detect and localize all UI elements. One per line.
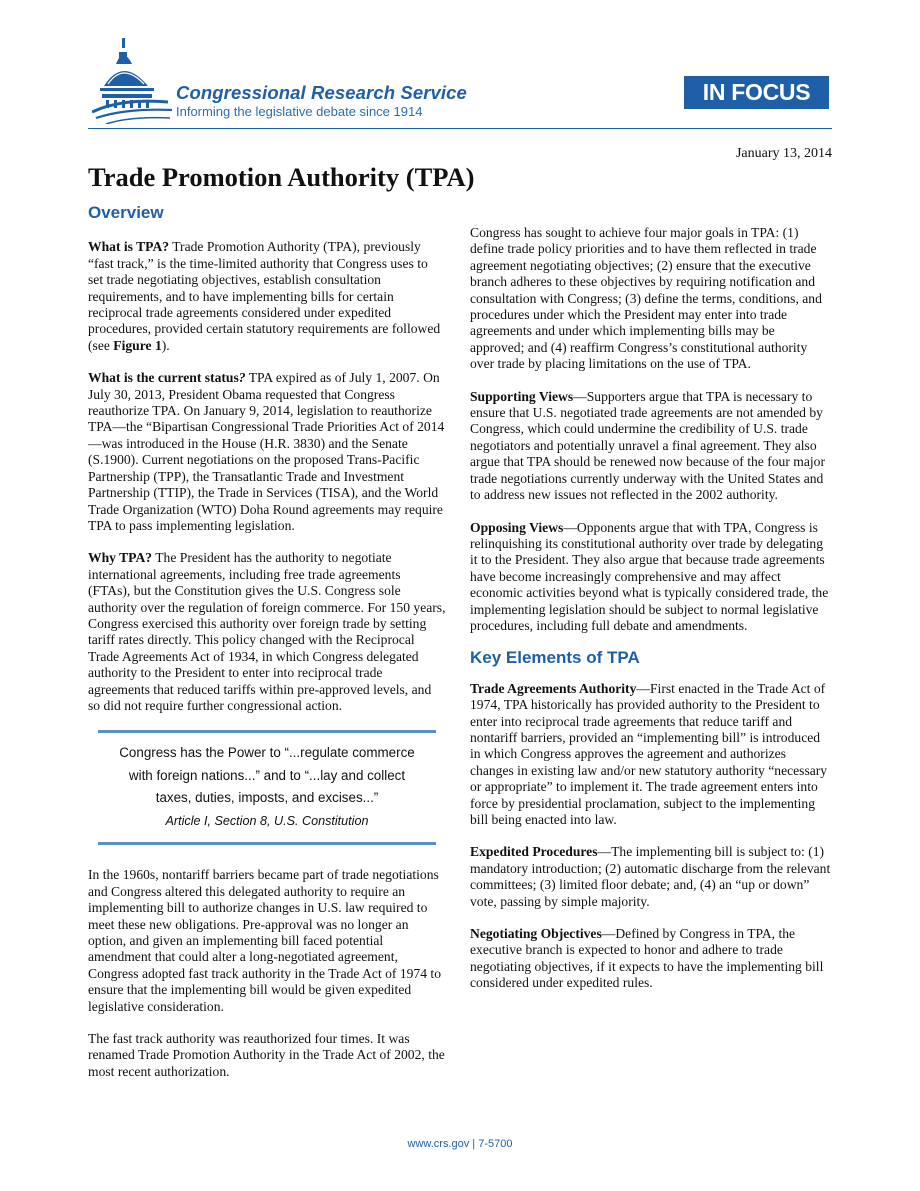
capitol-dome-icon — [92, 38, 174, 124]
publication-date: January 13, 2014 — [735, 146, 832, 161]
what-is-tpa-paragraph — [88, 239, 446, 354]
constitution-quote-box — [98, 730, 436, 845]
org-tagline: Informing the legislative debate since 1914 — [176, 104, 423, 119]
supporting-views-text: —Supporters argue that TPA is necessary to ensure that U.S. negotiated trade agreements are not amended by Congress, which could undermine the credibility of U.S. trade negotiators and potentially unravel a final agreement. They also argue that TPA should be renewed now because of the four major trade negotiations currently underway with the United States and to address new issues not reflected in the 2002 authority. — [470, 388, 825, 503]
why-tpa-text: The President has the authority to negotiate international agreements, including free trade agreements (FTAs), but the Constitution gives the U.S. Congress sole authority over the regulation of foreign commerce. For 150 years, Congress exercised this authority over foreign trade by setting tariff rates directly. This policy changed with the Reciprocal Trade Agreements Act of 1934, in which Congress delegated authority to the President to enter into reciprocal trade agreements that reduced tariffs within pre-approved levels, and so did not require further congressional action. — [88, 550, 446, 713]
what-is-tpa-lead: What is TPA? — [88, 239, 170, 255]
negotiating-objectives-text: —Defined by Congress in TPA, the executive branch is expected to honor and adhere to trade negotiating objectives, if it expects to have the implementing bill considered under expedited rules. — [470, 926, 824, 991]
overview-heading: Overview — [88, 203, 164, 222]
opposing-views-paragraph — [470, 520, 832, 635]
current-status-lead: What is the current status — [88, 370, 239, 386]
negotiating-objectives-paragraph — [470, 926, 832, 992]
in-focus-badge: IN FOCUS — [684, 76, 829, 109]
footer-url[interactable]: www.crs.gov — [407, 1138, 470, 1150]
what-is-tpa-text: Trade Promotion Authority (TPA), previously “fast track,” is the time-limited authority that Congress uses to set trade negotiating objectives, establish consultation requirements, and to have implementing bills for certain reciprocal trade agreements considered under expedited procedures, provided certain statutory requirements are followed (see — [88, 239, 441, 353]
reauthorization-paragraph: The fast track authority was reauthorized four times. It was renamed Trade Promotion Authority in the Trade Act of 2002, the most recent authorization. — [88, 1031, 445, 1079]
page-footer — [0, 1138, 920, 1150]
negotiating-objectives-lead: Negotiating Objectives — [470, 926, 602, 942]
header-divider — [88, 128, 832, 129]
current-status-text: TPA expired as of July 1, 2007. On July 30, 2013, President Obama requested that Congress reauthorize TPA. On January 9, 2014, legislation to reauthorize TPA—the “Bipartisan Congressional Trade Priorities Act of 2014—was introduced in the House (H.R. 3830) and the Senate (S.1900). Current negotiations on the proposed Trans-Pacific Partnership (TPP), the Transatlantic Trade and Investment Partnership (TTIP), the Trade in Services (TISA), and the World Trade Organization (WTO) Doha Round agreements may require TPA to pass implementing legislation. — [88, 370, 445, 533]
opposing-views-lead: Opposing Views — [470, 519, 564, 535]
trade-agreements-authority-paragraph — [470, 681, 832, 829]
org-name: Congressional Research Service — [176, 82, 467, 103]
quote-citation: Article I, Section 8, U.S. Constitution — [165, 813, 369, 828]
expedited-procedures-text: —The implementing bill is subject to: (1) mandatory introduction; (2) automatic discharge from the relevant committees; (3) limited floor debate; and, (4) an “up or down” vote, passing by simple majority. — [470, 844, 831, 909]
why-tpa-lead: Why TPA? — [88, 550, 153, 566]
page-header — [0, 0, 920, 135]
quote-line: taxes, duties, imposts, and excises...” — [155, 790, 379, 806]
what-is-tpa-close: ). — [161, 337, 170, 353]
supporting-views-lead: Supporting Views — [470, 388, 574, 404]
current-status-paragraph — [88, 370, 446, 534]
right-column — [470, 225, 832, 1008]
key-elements-heading: Key Elements of TPA — [470, 648, 640, 668]
supporting-views-paragraph — [470, 389, 832, 504]
quote-line: Congress has the Power to “...regulate commerce — [119, 745, 415, 761]
nontariff-paragraph: In the 1960s, nontariff barriers became part of trade negotiations and Congress altered this delegated authority to require an implementing bill to authorize changes in U.S. law required to meet these new obligations. Pre-approval was no longer an option, and given an implementing bill faced potential amendment that could alter a long-negotiated agreement, Congress adopted fast track authority in the Trade Act of 1974 to ensure that the implementing bill would be given expedited legislative consideration. — [88, 867, 441, 1014]
opposing-views-text: —Opponents argue that with TPA, Congress is relinquishing its constitutional authority over trade by delegating it to the President. They also argue that because trade agreements have become increasingly comprehensive and may affect economic activities beyond what is typically considered trade, the implementing legislation should be subject to normal legislative procedures, including full debate and amendments. — [470, 519, 829, 633]
expedited-procedures-lead: Expedited Procedures — [470, 844, 598, 860]
figure-reference: Figure 1 — [113, 337, 162, 353]
expedited-procedures-paragraph — [470, 844, 832, 910]
footer-separator: | — [469, 1138, 479, 1150]
goals-paragraph: Congress has sought to achieve four major goals in TPA: (1) define trade policy priorities and to have them reflected in trade agreement negotiating objectives; (2) ensure that the executive branch adheres to these objectives by requiring notification and consultation with Congress; (3) define the terms, conditions, and procedures under which the President may enter into trade agreements and under which implementing bills may be approved; and (4) reaffirm Congress’s constitutional authority over trade by placing limitations on the use of TPA. — [470, 225, 822, 372]
left-column — [88, 205, 446, 1096]
page-title: Trade Promotion Authority (TPA) — [88, 162, 475, 192]
why-tpa-paragraph — [88, 550, 446, 714]
quote-line: with foreign nations...” and to “...lay and collect — [128, 767, 406, 783]
footer-report-number: 7-5700 — [478, 1138, 513, 1150]
current-status-qmark: ? — [238, 370, 246, 386]
trade-agreements-authority-text: —First enacted in the Trade Act of 1974, TPA historically has provided authority to the President to enter into reciprocal trade agreements that reduce tariff and nontariff barriers, provided an “implementing bill” is introduced in which Congress approves the agreement and authorizes changes in existing law and/or new statutory authority “necessary or appropriate” to implement it. The trade agreement enters into force by presidential proclamation, subject to the implementing bill being enacted into law. — [470, 680, 828, 827]
trade-agreements-authority-lead: Trade Agreements Authority — [470, 680, 637, 696]
